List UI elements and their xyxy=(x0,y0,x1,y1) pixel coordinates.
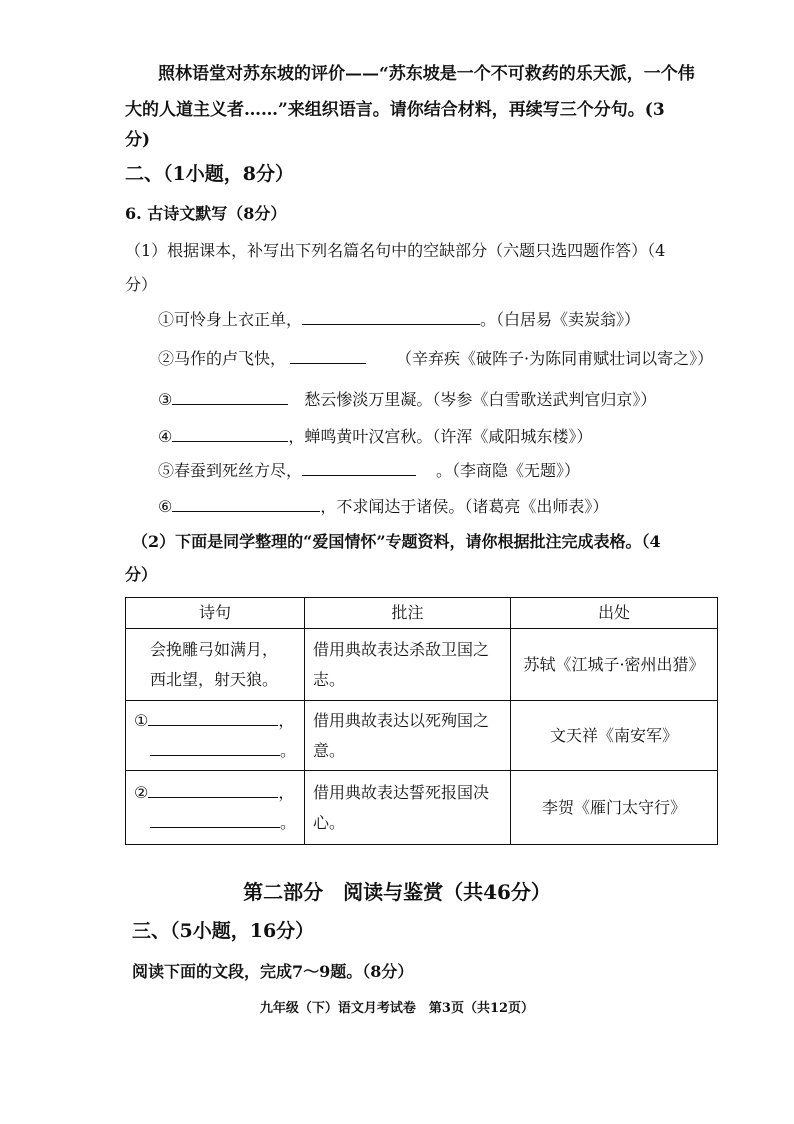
poem-blank[interactable] xyxy=(148,709,278,726)
part-1-instruction: （1）根据课本，补写出下列名篇名句中的空缺部分（六题只选四题作答）（4 xyxy=(125,241,666,260)
table-header-row xyxy=(126,598,718,629)
fill-item-4 xyxy=(158,425,592,448)
reading-instruction: 阅读下面的文段，完成7～9题。（8分） xyxy=(132,962,414,981)
source-cell: 李贺《雁门太守行》 xyxy=(511,771,718,845)
section-3-heading: 三、（5小题，16分） xyxy=(132,920,315,942)
section-2-heading: 二、（1小题，8分） xyxy=(125,163,294,185)
poem-period: 。 xyxy=(280,740,297,760)
annotation-line-1: 借用典故表达以死殉国之 xyxy=(313,710,490,730)
fill-item-4-post: ，蝉鸣黄叶汉宫秋。（许浑《咸阳城东楼》） xyxy=(288,427,593,446)
poem-line-2: 西北望，射天狼。 xyxy=(150,669,279,689)
table-row xyxy=(126,771,718,845)
fill-blank-1[interactable] xyxy=(302,308,480,325)
source-cell: 文天祥《南安军》 xyxy=(511,701,718,771)
poem-cell xyxy=(126,629,305,701)
patriotism-table xyxy=(125,597,718,845)
fill-item-6-post: ，不求闻达于诸侯。（诸葛亮《出师表》） xyxy=(320,497,609,516)
annotation-line-2: 意。 xyxy=(313,740,346,760)
header-poem: 诗句 xyxy=(126,598,305,629)
annotation-cell xyxy=(305,771,511,845)
part-2-instruction-cont: 分） xyxy=(125,565,158,584)
question-6-title: 6. 古诗文默写（8分） xyxy=(125,204,287,223)
part-2-heading: 第二部分 阅读与鉴赏（共46分） xyxy=(243,880,551,904)
fill-item-3 xyxy=(158,388,656,411)
annotation-line-1: 借用典故表达誓死报国决 xyxy=(313,782,490,802)
fill-blank-2[interactable] xyxy=(290,347,366,364)
fill-item-5-post: 。（李商隐《无题》） xyxy=(436,461,581,480)
annotation-line-2: 心。 xyxy=(313,812,346,832)
fill-item-5 xyxy=(158,459,580,482)
fill-item-3-post: 愁云惨淡万里凝。（岑参《白雪歌送武判官归京》） xyxy=(304,390,657,409)
annotation-line-1: 借用典故表达杀敌卫国之 xyxy=(313,639,490,659)
poem-cell xyxy=(126,701,305,771)
part-2-instruction: （2）下面是同学整理的“爱国情怀”专题资料，请你根据批注完成表格。（4 xyxy=(132,532,661,551)
poem-number: ② xyxy=(134,782,149,802)
fill-item-3-pre: ③ xyxy=(158,390,173,409)
fill-blank-3[interactable] xyxy=(172,388,288,405)
poem-line-1: 会挽雕弓如满月， xyxy=(150,639,279,659)
annotation-cell xyxy=(305,701,511,771)
intro-line-3: 分) xyxy=(125,130,151,150)
table-row xyxy=(126,701,718,771)
poem-comma: ， xyxy=(278,710,295,730)
page-footer: 九年级（下）语文月考试卷 第3页（共12页） xyxy=(259,1001,535,1016)
fill-blank-5[interactable] xyxy=(302,459,416,476)
fill-item-2 xyxy=(158,347,713,370)
fill-item-2-post: （辛弃疾《破阵子·为陈同甫赋壮词以寄之》） xyxy=(396,349,714,368)
fill-item-6 xyxy=(158,495,608,518)
poem-number: ① xyxy=(134,710,149,730)
part-1-instruction-cont: 分） xyxy=(125,275,158,294)
poem-cell xyxy=(126,771,305,845)
fill-item-1-pre: ①可怜身上衣正单， xyxy=(158,310,303,329)
poem-blank[interactable] xyxy=(150,811,280,828)
fill-item-1 xyxy=(158,308,640,331)
intro-line-1: 照林语堂对苏东坡的评价——“苏东坡是一个不可救药的乐天派，一个伟 xyxy=(158,64,695,84)
header-annotation: 批注 xyxy=(305,598,511,629)
annotation-cell xyxy=(305,629,511,701)
fill-item-6-pre: ⑥ xyxy=(158,497,173,516)
source-cell: 苏轼《江城子·密州出猎》 xyxy=(511,629,718,701)
fill-blank-4[interactable] xyxy=(172,425,288,442)
header-source: 出处 xyxy=(511,598,718,629)
fill-item-1-post: 。（白居易《卖炭翁》） xyxy=(480,310,641,329)
poem-blank[interactable] xyxy=(148,781,278,798)
fill-item-2-pre: ②马作的卢飞快， xyxy=(158,349,287,368)
table-row xyxy=(126,629,718,701)
annotation-line-2: 志。 xyxy=(313,669,346,689)
fill-item-4-pre: ④ xyxy=(158,427,173,446)
poem-blank[interactable] xyxy=(150,739,280,756)
intro-line-2: 大的人道主义者……”来组织语言。请你结合材料，再续写三个分句。(3 xyxy=(125,100,665,120)
fill-item-5-pre: ⑤春蚕到死丝方尽， xyxy=(158,461,303,480)
poem-comma: ， xyxy=(278,782,295,802)
poem-period: 。 xyxy=(280,812,297,832)
fill-blank-6[interactable] xyxy=(172,495,320,512)
